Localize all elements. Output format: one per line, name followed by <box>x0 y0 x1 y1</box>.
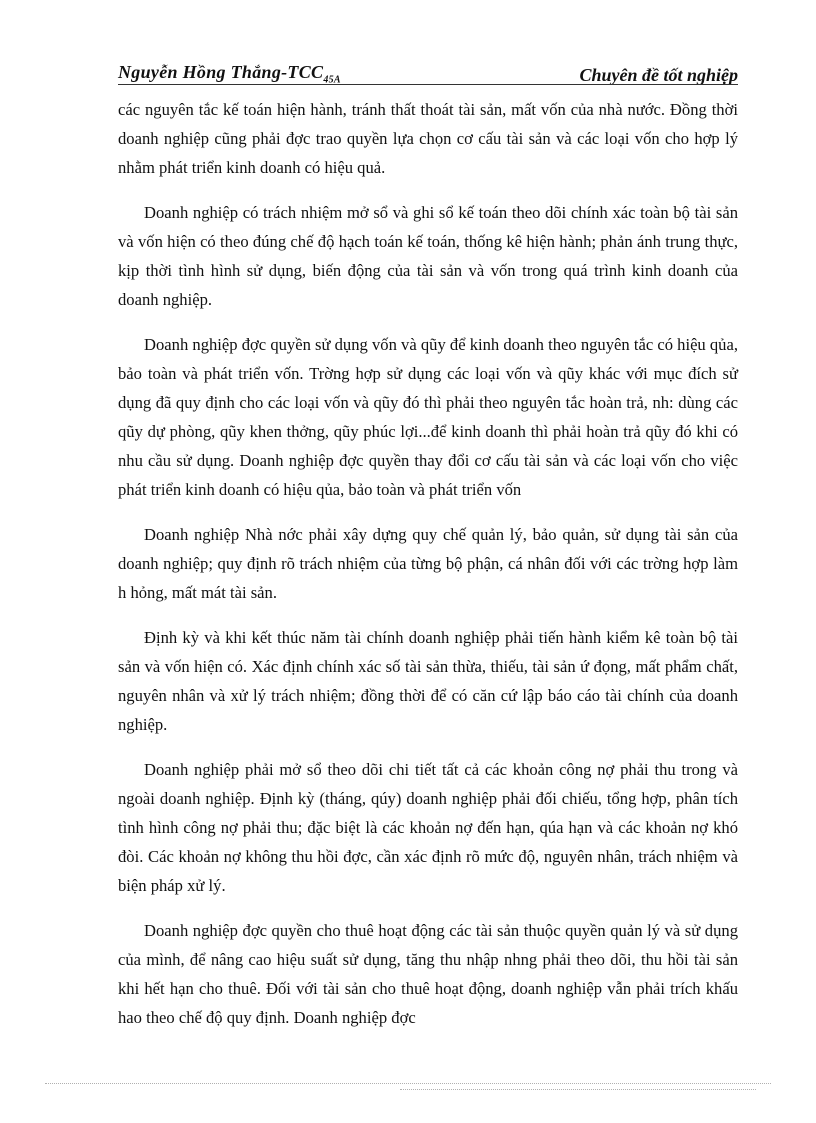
paragraph-2: Doanh nghiệp có trách nhiệm mở sổ và ghi sổ kế toán theo dõi chính xác toàn bộ tài sản và vốn hiện có theo đúng chế độ hạch toán kế toán, thống kê hiện hành; phản ánh trung thực, kịp thời tình hình sử dụng, biến động của tài sản và vốn trong quá trình kinh doanh của doanh nghiệp. <box>118 203 738 309</box>
paragraph-5: Định kỳ và khi kết thúc năm tài chính doanh nghiệp phải tiến hành kiểm kê toàn bộ tài sản và vốn hiện có. Xác định chính xác số tài sản thừa, thiếu, tài sản ứ đọng, mất phẩm chất, nguyên nhân và xử lý trách nhiệm; đồng thời để có căn cứ lập báo cáo tài chính của doanh nghiệp. <box>118 628 738 734</box>
header-author-suffix: 45A <box>323 75 341 86</box>
paragraph-7: Doanh nghiệp đợc quyền cho thuê hoạt động các tài sản thuộc quyền quản lý và sử dụng của mình, để nâng cao hiệu suất sử dụng, tăng thu nhập nhng phải theo dõi, thu hồi tài sản khi hết hạn cho thuê. Đối với tài sản cho thuê hoạt động, doanh nghiệp vẫn phải trích khấu hao theo chế độ quy định. Doanh nghiệp đợc <box>118 921 738 1027</box>
page-header <box>118 50 738 86</box>
header-author <box>118 62 341 86</box>
header-author-name: Nguyễn Hồng Thắng-TCC <box>118 62 324 83</box>
header-divider <box>118 84 738 85</box>
document-body <box>118 95 738 1048</box>
paragraph-1: các nguyên tắc kế toán hiện hành, tránh thất thoát tài sản, mất vốn của nhà nước. Đồng thời doanh nghiệp cũng phải đợc trao quyền lựa chọn cơ cấu tài sản và các loại vốn cho hợp lý nhằm phát triển kinh doanh có hiệu quả. <box>118 100 738 177</box>
paragraph-4: Doanh nghiệp Nhà nớc phải xây dựng quy chế quản lý, bảo quản, sử dụng tài sản của doanh nghiệp; quy định rõ trách nhiệm của từng bộ phận, cá nhân đối với các trờng hợp làm h hỏng, mất mát tài sản. <box>118 525 738 602</box>
paragraph-6: Doanh nghiệp phải mở sổ theo dõi chi tiết tất cả các khoản công nợ phải thu trong và ngoài doanh nghiệp. Định kỳ (tháng, qúy) doanh nghiệp phải đối chiếu, tổng hợp, phân tích tình hình công nợ phải thu; đặc biệt là các khoản nợ đến hạn, qúa hạn và các khoản nợ khó đòi. Các khoản nợ không thu hồi đợc, cần xác định rõ mức độ, nguyên nhân, trách nhiệm và biện pháp xử lý. <box>118 760 738 895</box>
footer-divider <box>45 1083 771 1084</box>
paragraph-3: Doanh nghiệp đợc quyền sử dụng vốn và qũy để kinh doanh theo nguyên tắc có hiệu qủa, bảo toàn và phát triển vốn. Trờng hợp sử dụng các loại vốn và qũy khác với mục đích sử dụng đã quy định cho các loại vốn và qũy đó thì phải theo nguyên tắc hoàn trả, nh: dùng các qũy dự phòng, qũy khen thởng, qũy phúc lợi...để kinh doanh thì phải hoàn trả qũy đó khi có nhu cầu sử dụng. Doanh nghiệp đợc quyền thay đổi cơ cấu tài sản và các loại vốn cho việc phát triển kinh doanh có hiệu qủa, bảo toàn và phát triển vốn <box>118 335 738 499</box>
header-title: Chuyên đề tốt nghiệp <box>579 65 738 85</box>
footer-divider-secondary <box>400 1089 756 1090</box>
